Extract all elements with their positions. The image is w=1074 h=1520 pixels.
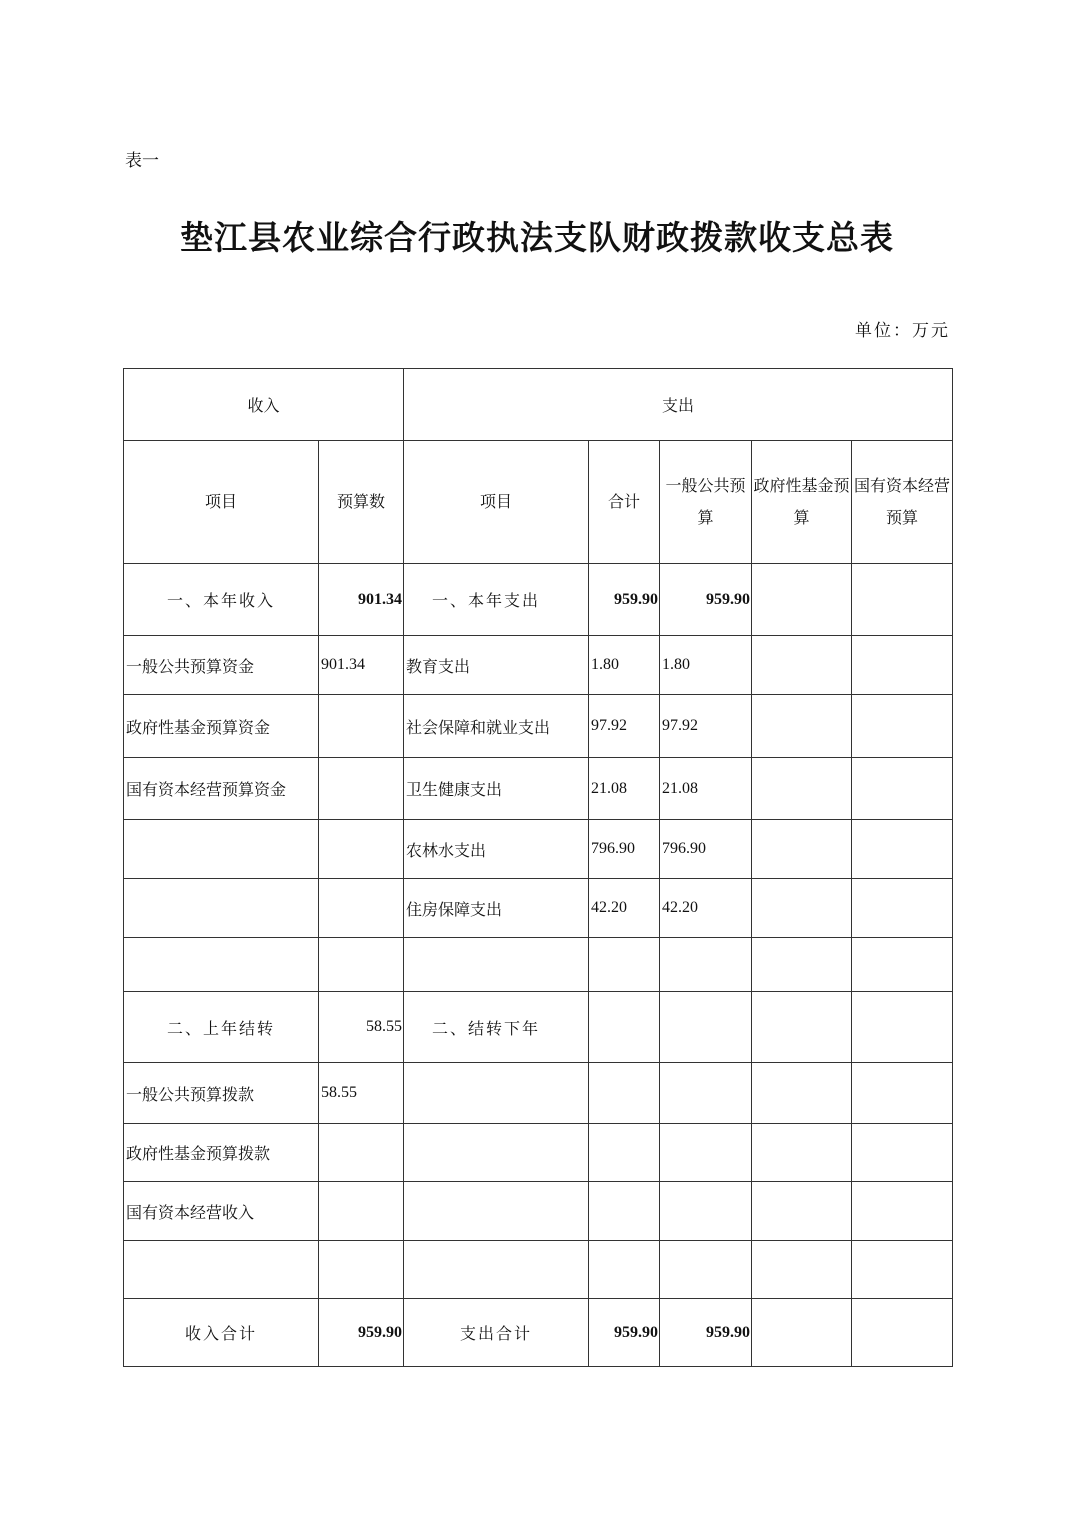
empty-cell: [852, 1124, 953, 1182]
empty-cell: [124, 1241, 319, 1299]
column-header-row: [124, 441, 953, 564]
gov-fund-budget-header: 政府性基金预算: [752, 441, 852, 564]
empty-cell: [589, 1063, 660, 1124]
empty-cell: [752, 695, 852, 758]
income-value: [319, 820, 404, 879]
empty-cell: [852, 636, 953, 695]
expense-item: 社会保障和就业支出: [404, 695, 589, 758]
empty-cell: [852, 1182, 953, 1241]
empty-cell: [752, 938, 852, 992]
empty-cell: [752, 820, 852, 879]
empty-cell: [660, 1241, 752, 1299]
expense-total-label: 支出合计: [404, 1299, 589, 1367]
income-value: 58.55: [319, 1063, 404, 1124]
empty-cell: [124, 938, 319, 992]
section-header-row: [124, 369, 953, 441]
carryover-row: [124, 992, 953, 1063]
income-value: 901.34: [319, 636, 404, 695]
table-row: [124, 879, 953, 938]
expense-general: 42.20: [660, 879, 752, 938]
empty-cell: [589, 938, 660, 992]
current-year-income-value: 901.34: [319, 564, 404, 636]
empty-cell: [752, 1124, 852, 1182]
empty-cell: [852, 820, 953, 879]
empty-cell: [404, 1182, 589, 1241]
empty-cell: [752, 636, 852, 695]
income-item-header: 项目: [124, 441, 319, 564]
empty-cell: [752, 1241, 852, 1299]
budget-summary-table: [123, 368, 953, 1367]
expense-item: 卫生健康支出: [404, 758, 589, 820]
table-row: [124, 636, 953, 695]
empty-cell: [589, 992, 660, 1063]
table-row: [124, 1182, 953, 1241]
expense-item: 住房保障支出: [404, 879, 589, 938]
income-total-value: 959.90: [319, 1299, 404, 1367]
income-item: 政府性基金预算资金: [124, 695, 319, 758]
table-row: [124, 758, 953, 820]
empty-cell: [589, 1182, 660, 1241]
income-value: [319, 1182, 404, 1241]
income-item: 国有资本经营预算资金: [124, 758, 319, 820]
empty-cell: [852, 1241, 953, 1299]
income-value: [319, 1124, 404, 1182]
expense-general: 796.90: [660, 820, 752, 879]
empty-cell: [852, 992, 953, 1063]
empty-cell: [319, 938, 404, 992]
empty-cell: [752, 1299, 852, 1367]
current-year-expense-general: 959.90: [660, 564, 752, 636]
income-item: 国有资本经营收入: [124, 1182, 319, 1241]
expense-general-total-value: 959.90: [660, 1299, 752, 1367]
empty-cell: [589, 1241, 660, 1299]
empty-cell: [589, 1124, 660, 1182]
expense-total-value: 959.90: [589, 1299, 660, 1367]
empty-cell: [404, 938, 589, 992]
carryover-income-value: 58.55: [319, 992, 404, 1063]
income-value: [319, 879, 404, 938]
expense-general: 21.08: [660, 758, 752, 820]
carryover-income-label: 二、上年结转: [124, 992, 319, 1063]
empty-cell: [852, 879, 953, 938]
current-year-income-label: 一、本年收入: [124, 564, 319, 636]
expense-total: 1.80: [589, 636, 660, 695]
empty-cell: [852, 564, 953, 636]
empty-cell: [660, 992, 752, 1063]
empty-cell: [852, 1063, 953, 1124]
income-total-label: 收入合计: [124, 1299, 319, 1367]
empty-cell: [660, 1182, 752, 1241]
income-item: 政府性基金预算拨款: [124, 1124, 319, 1182]
empty-cell: [852, 758, 953, 820]
expense-total: 21.08: [589, 758, 660, 820]
state-capital-budget-header: 国有资本经营预算: [852, 441, 953, 564]
empty-cell: [852, 1299, 953, 1367]
empty-cell: [660, 1124, 752, 1182]
carryover-expense-label: 二、结转下年: [404, 992, 589, 1063]
empty-cell: [752, 564, 852, 636]
income-item: [124, 879, 319, 938]
empty-cell: [660, 938, 752, 992]
empty-cell: [852, 695, 953, 758]
table-row: [124, 1063, 953, 1124]
expense-general: 1.80: [660, 636, 752, 695]
expense-total: 42.20: [589, 879, 660, 938]
income-header: 收入: [124, 369, 404, 441]
empty-cell: [752, 879, 852, 938]
empty-cell: [752, 1063, 852, 1124]
current-year-expense-label: 一、本年支出: [404, 564, 589, 636]
empty-cell: [852, 938, 953, 992]
blank-row: [124, 938, 953, 992]
empty-cell: [752, 992, 852, 1063]
expense-item: 教育支出: [404, 636, 589, 695]
totals-row: [124, 1299, 953, 1367]
total-header: 合计: [589, 441, 660, 564]
table-label: 表一: [125, 151, 159, 171]
income-budget-header: 预算数: [319, 441, 404, 564]
income-item: [124, 820, 319, 879]
expense-header: 支出: [404, 369, 953, 441]
empty-cell: [752, 758, 852, 820]
unit-note: 单位：万元: [855, 321, 950, 341]
expense-total: 97.92: [589, 695, 660, 758]
income-item: 一般公共预算拨款: [124, 1063, 319, 1124]
empty-cell: [404, 1124, 589, 1182]
empty-cell: [404, 1241, 589, 1299]
general-budget-header: 一般公共预算: [660, 441, 752, 564]
blank-row: [124, 1241, 953, 1299]
expense-general: 97.92: [660, 695, 752, 758]
expense-total: 796.90: [589, 820, 660, 879]
empty-cell: [404, 1063, 589, 1124]
income-value: [319, 758, 404, 820]
table-row: [124, 820, 953, 879]
income-value: [319, 695, 404, 758]
page-title: 垫江县农业综合行政执法支队财政拨款收支总表: [180, 218, 894, 257]
expense-item: 农林水支出: [404, 820, 589, 879]
table-row: [124, 695, 953, 758]
current-year-row: [124, 564, 953, 636]
empty-cell: [752, 1182, 852, 1241]
current-year-expense-total: 959.90: [589, 564, 660, 636]
table-row: [124, 1124, 953, 1182]
empty-cell: [319, 1241, 404, 1299]
expense-item-header: 项目: [404, 441, 589, 564]
empty-cell: [660, 1063, 752, 1124]
income-item: 一般公共预算资金: [124, 636, 319, 695]
